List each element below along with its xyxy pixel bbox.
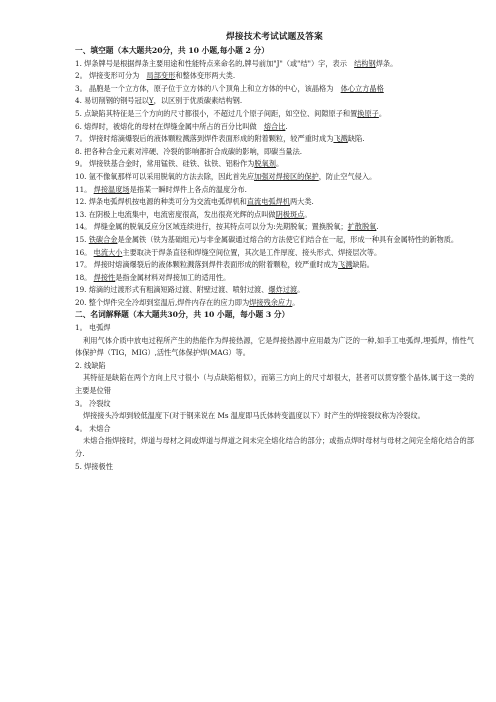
question-item bbox=[75, 221, 474, 234]
term-definition: 未熔合指焊接时，焊道与母材之间或焊道与焊道之间未完全熔化结合的部分；或指点焊时母材与母材之间完全熔化结合的部分. bbox=[75, 436, 474, 458]
term-heading: 1。 电弧焊 bbox=[75, 323, 111, 333]
question-item bbox=[75, 158, 474, 171]
term-definition: 焊接接头冷却到较低温度下(对于钢来说在 Ms 温度即马氏体转变温度以下）时产生的焊接裂纹称为冷裂纹。 bbox=[83, 411, 425, 421]
document-title: 焊接技术考试试题及答案 bbox=[226, 32, 323, 42]
question-text-after: 焊条。 bbox=[375, 58, 398, 68]
question-text-after: 。 bbox=[304, 209, 312, 219]
question-text-after: 。 bbox=[275, 159, 284, 169]
answer-blank: 结构钢 bbox=[354, 58, 376, 68]
question-item bbox=[75, 171, 474, 184]
question-item bbox=[75, 108, 474, 121]
question-text: 14。 焊缝金属的脱氧反应分区域连续进行，按其特点可以分为:先期脱氧；置换脱氧； bbox=[75, 222, 348, 232]
question-item bbox=[75, 133, 474, 146]
question-text: 16。 bbox=[75, 247, 94, 257]
question-text-after: 。 bbox=[292, 297, 300, 307]
question-text: 18。 bbox=[75, 272, 94, 282]
question-text-after: . bbox=[285, 121, 288, 131]
question-text: 7。 焊接时熔滴爆裂后的液体颗粒溅落到焊件表面形成的附着颗粒，较严重时成为 bbox=[75, 134, 334, 144]
answer-blank: 焊接残余应力 bbox=[249, 297, 293, 307]
question-item bbox=[75, 272, 474, 285]
question-item bbox=[75, 297, 474, 310]
question-text: 11。 bbox=[75, 184, 94, 194]
answer-blank: 体心立方晶格 bbox=[340, 83, 384, 93]
question-text: 17。 焊接时熔滴爆裂后的液体颗粒溅落到焊件表面形成的附着颗粒，较严重时成为 bbox=[75, 260, 338, 270]
question-text-after: 是指金属材料对焊接加工的适用性。 bbox=[115, 272, 231, 282]
answer-blank: 局部变形 bbox=[146, 71, 176, 81]
question-text: 6. 熔焊时，被熔化的母材在焊缝金属中所占的百分比叫做 bbox=[75, 121, 264, 131]
answer-blank: 直流电弧焊机 bbox=[246, 197, 290, 207]
question-text-after: 主要取决于焊条直径和焊缝空间位置，其次是工件厚度、接头形式、焊接层次等。 bbox=[122, 247, 382, 257]
term-heading: 3。 冷裂纹 bbox=[75, 398, 111, 408]
section1-heading: 一、填空题（本大题共20分，共 10 小题,每小题 2 分） bbox=[75, 46, 269, 55]
question-item bbox=[75, 58, 474, 71]
question-text: 1. 焊条牌号是根据焊条主要用途和性能特点来命名的,牌号前加"J"（或"结"）字，表示 bbox=[75, 58, 355, 68]
question-text-after: ，防止空气侵入。 bbox=[318, 171, 377, 181]
question-item bbox=[75, 95, 474, 108]
question-text-after: 。 bbox=[297, 285, 305, 295]
question-text-after: 。 bbox=[378, 108, 387, 118]
question-text: 10. 氩不像氧那样可以采用脱氧的方法去除，因此首先应 bbox=[75, 171, 255, 181]
section2-heading: 二、名词解释题（本大题共30分，共 10 小题，每小题 3 分） bbox=[75, 310, 290, 320]
answer-blank: 焊接温度场 bbox=[93, 184, 130, 194]
question-text: 9。 焊接铁基合金时，常用锰铁、硅铁、钛铁、铝粉作为 bbox=[75, 159, 255, 169]
question-text: 3。 晶胞是一个立方体，原子位于立方体的八个顶角上和立方体的中心，该晶格为 bbox=[75, 83, 341, 93]
question-item bbox=[75, 234, 474, 247]
question-item bbox=[75, 83, 474, 96]
question-text: 19. 熔滴的过渡形式有粗滴短路过渡、附壁过渡、喷射过渡、 bbox=[75, 285, 269, 295]
question-item bbox=[75, 247, 474, 260]
answer-blank: 阴极斑点 bbox=[275, 209, 305, 219]
term-heading: 5. 焊接极性 bbox=[75, 461, 113, 471]
question-text: 4. 易切削钢的钢号冠以 bbox=[75, 96, 149, 106]
question-text: 8. 把各种合金元素对淬硬、冷裂的影响都折合成碳的影响，即碳当量法. bbox=[75, 146, 303, 156]
answer-blank: 飞溅 bbox=[333, 134, 348, 144]
answer-blank: 电流大小 bbox=[93, 247, 123, 257]
question-item bbox=[75, 259, 474, 272]
question-text-after: 缺陷. bbox=[347, 134, 365, 144]
question-item bbox=[75, 209, 474, 222]
question-item bbox=[75, 196, 474, 209]
answer-blank: 爆炸过渡 bbox=[268, 285, 298, 295]
question-text: 13. 在阴极上电流集中，电流密度很高，发出很亮光辉的点叫做 bbox=[75, 209, 276, 219]
question-text: 20. 整个焊件完全冷却到室温后,焊件内存在的应力即为 bbox=[75, 297, 250, 307]
term-definition: 利用气体介质中放电过程所产生的热能作为焊接热源，它是焊接热源中应用最为广泛的一种,如手工电弧焊,埋弧焊，惰性气体保护焊（TIG，MIG）,活性气体保护焊(MAG）等。 bbox=[75, 335, 474, 358]
fill-blank-list bbox=[75, 58, 474, 310]
answer-blank: 换原子 bbox=[357, 108, 379, 118]
question-text-after: ，以区别于优质碳素结构钢. bbox=[153, 96, 243, 106]
answer-blank: 扩散脱氧 bbox=[347, 222, 377, 232]
answer-blank: 脱氧剂 bbox=[254, 159, 276, 169]
question-item bbox=[75, 146, 474, 159]
term-heading: 2. 线缺陷 bbox=[75, 360, 106, 370]
question-text-after: . bbox=[376, 222, 379, 232]
question-text: 2。 焊接变形可分为 bbox=[75, 71, 147, 81]
question-text-after: 是指某一瞬时焊件上各点的温度分布. bbox=[129, 184, 247, 194]
question-text-after: 和整体变形两大类. bbox=[175, 71, 236, 81]
term-list bbox=[75, 322, 474, 473]
question-item bbox=[75, 121, 474, 134]
answer-blank: 熔合比 bbox=[263, 121, 286, 131]
question-text-after: 缺陷。 bbox=[352, 260, 374, 270]
answer-blank: 飞溅 bbox=[338, 260, 353, 270]
question-text-after: 两大类. bbox=[289, 197, 314, 207]
answer-blank: 铁碳合金 bbox=[88, 234, 118, 244]
question-text: 5. 点缺陷其特征是三个方向的尺寸都很小，不超过几个原子间距，如空位、间隙原子和置 bbox=[75, 108, 358, 118]
question-text-after: 是金属铁（铁为基础组元)与非金属碳通过熔合的方法使它们结合在一起，形成一种具有金属特性的新物质。 bbox=[117, 234, 459, 244]
question-item bbox=[75, 284, 474, 297]
question-item bbox=[75, 184, 474, 197]
question-text: 12. 焊条电弧焊机按电源的种类可分为交流电弧焊机和 bbox=[75, 197, 247, 207]
term-definition: 其特征是缺陷在两个方向上尺寸很小（与点缺陷相似），而第三方向上的尺寸却很大，甚者可以贯穿整个晶体,属于这一类的主要是位错 bbox=[75, 373, 474, 396]
answer-blank: Y bbox=[148, 96, 154, 106]
question-item bbox=[75, 70, 474, 83]
answer-blank: 焊接性 bbox=[93, 272, 116, 282]
question-text: 15. bbox=[75, 234, 89, 244]
answer-blank: 加强对焊接区的保护 bbox=[254, 171, 319, 181]
term-heading: 4。 未熔合 bbox=[75, 423, 111, 433]
